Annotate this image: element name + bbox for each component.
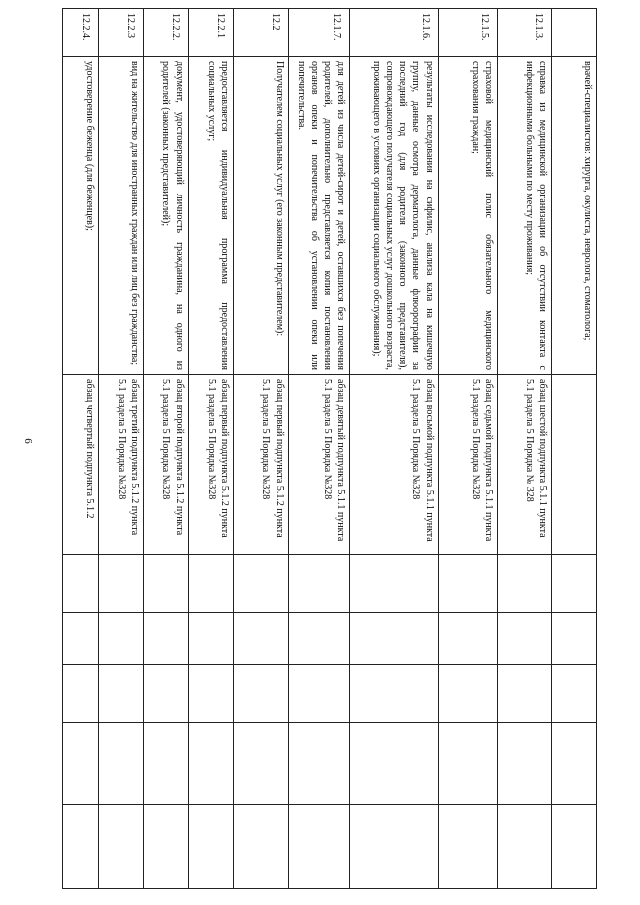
document-description-cell: Получателем социальных услуг (его законным представителем): (234, 57, 288, 375)
empty-cell (350, 613, 438, 665)
table-row (63, 9, 99, 889)
document-description-cell: удостоверение беженца (для беженцев); (63, 57, 99, 375)
row-number-cell: 12.2 (234, 9, 288, 57)
legal-reference-cell: абзац восьмой подпункта 5.1.1 пункта 5.1 раздела 5 Порядка №328 (350, 375, 438, 555)
empty-cell (143, 555, 188, 613)
document-description-cell: справка из медицинской организации об отсутствии контакта с инфекционными больными по месту проживания; (498, 57, 552, 375)
empty-cell (438, 665, 498, 723)
empty-cell (350, 665, 438, 723)
row-number-cell: 12.2.4. (63, 9, 99, 57)
legal-reference-cell: абзац девятый подпункта 5.1.1 пункта 5.1 раздела 5 Порядка №328 (288, 375, 350, 555)
empty-cell (188, 805, 234, 889)
legal-reference-cell: абзац четвертый подпункта 5.1.2 (63, 375, 99, 555)
empty-cell (99, 723, 144, 805)
empty-cell (143, 613, 188, 665)
page-number: 6 (22, 438, 34, 444)
empty-cell (188, 555, 234, 613)
row-number-cell: 12.1.7. (288, 9, 350, 57)
empty-cell (234, 665, 288, 723)
table-row (234, 9, 288, 889)
document-description-cell: результаты исследования на сифилис, анализа кала на кишечную группу, данные осмотра дерматолога, данные флюорографии за последний год (для родителя (законного представителя), сопровождающего получателя социальных услуг дошкольного возраста, проживающего в условиях организации социального обслуживания); (350, 57, 438, 375)
empty-cell (63, 665, 99, 723)
empty-cell (552, 555, 597, 613)
empty-cell (498, 665, 552, 723)
empty-cell (234, 555, 288, 613)
table-row (350, 9, 438, 889)
document-description-cell: документ, удостоверяющий личность гражданина, на одного из родителей (законных представителей); (143, 57, 188, 375)
empty-cell (552, 805, 597, 889)
empty-cell (99, 555, 144, 613)
empty-cell (99, 665, 144, 723)
empty-cell (99, 613, 144, 665)
legal-reference-cell: абзац первый подпункта 5.1.2 пункта 5.1 раздела 5 Порядка №328 (234, 375, 288, 555)
empty-cell (143, 665, 188, 723)
table-row (438, 9, 498, 889)
document-description-cell: предоставляется индивидуальная программа предоставления социальных услуг; (188, 57, 234, 375)
row-number-cell (552, 9, 597, 57)
table-row (99, 9, 144, 889)
empty-cell (350, 805, 438, 889)
empty-cell (438, 555, 498, 613)
empty-cell (288, 555, 350, 613)
legal-reference-cell: абзац шестой подпункта 5.1.1 пункта 5.1 раздела 5 Порядка № 328 (498, 375, 552, 555)
table-row (288, 9, 350, 889)
requirements-table (62, 8, 597, 889)
empty-cell (63, 555, 99, 613)
document-table-rotated (62, 8, 597, 888)
empty-cell (438, 723, 498, 805)
document-description-cell: вид на жительство для иностранных граждан или лиц без гражданства; (99, 57, 144, 375)
legal-reference-cell (552, 375, 597, 555)
empty-cell (438, 805, 498, 889)
row-number-cell: 12.1.5. (438, 9, 498, 57)
legal-reference-cell: абзац третий подпункта 5.1.2 пункта 5.1 раздела 5 Порядка №328 (99, 375, 144, 555)
empty-cell (498, 613, 552, 665)
table-row (552, 9, 597, 889)
table-row (143, 9, 188, 889)
legal-reference-cell: абзац первый подпункта 5.1.2 пункта 5.1 раздела 5 Порядка №328 (188, 375, 234, 555)
row-number-cell: 12.2.2. (143, 9, 188, 57)
row-number-cell: 12.2.1 (188, 9, 234, 57)
empty-cell (288, 805, 350, 889)
empty-cell (438, 613, 498, 665)
legal-reference-cell: абзац седьмой подпункта 5.1.1 пункта 5.1 раздела 5 Порядка №328 (438, 375, 498, 555)
empty-cell (234, 613, 288, 665)
empty-cell (99, 805, 144, 889)
empty-cell (552, 665, 597, 723)
empty-cell (188, 613, 234, 665)
empty-cell (143, 805, 188, 889)
legal-reference-cell: абзац второй подпункта 5.1.2 пункта 5.1 раздела 5 Порядка №328 (143, 375, 188, 555)
empty-cell (143, 723, 188, 805)
empty-cell (188, 665, 234, 723)
empty-cell (63, 723, 99, 805)
empty-cell (498, 555, 552, 613)
empty-cell (498, 805, 552, 889)
table-row (188, 9, 234, 889)
table-row (498, 9, 552, 889)
empty-cell (188, 723, 234, 805)
empty-cell (63, 613, 99, 665)
empty-cell (350, 555, 438, 613)
empty-cell (288, 613, 350, 665)
empty-cell (552, 613, 597, 665)
document-description-cell: для детей из числа детей-сирот и детей, оставшихся без попечения родителей, дополнительно представляется копия постановления органов опеки и попечительства об установлении опеки или попечительства. (288, 57, 350, 375)
empty-cell (498, 723, 552, 805)
empty-cell (552, 723, 597, 805)
empty-cell (288, 723, 350, 805)
empty-cell (350, 723, 438, 805)
empty-cell (63, 805, 99, 889)
row-number-cell: 12.1.6. (350, 9, 438, 57)
empty-cell (234, 805, 288, 889)
row-number-cell: 12.1.3. (498, 9, 552, 57)
document-description-cell: врачей-специалистов: хирурга, окулиста, невролога, стоматолога; (552, 57, 597, 375)
empty-cell (288, 665, 350, 723)
document-description-cell: страховой медицинский полис обязательного медицинского страхования граждан; (438, 57, 498, 375)
empty-cell (234, 723, 288, 805)
row-number-cell: 12.2.3 (99, 9, 144, 57)
